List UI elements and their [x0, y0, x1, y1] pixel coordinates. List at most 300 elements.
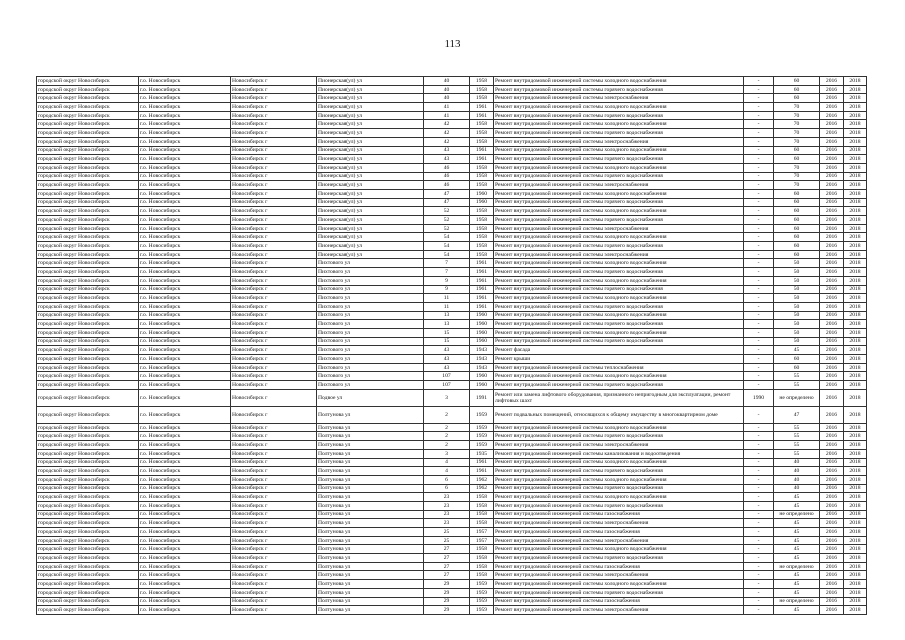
build-year-cell: 1943: [470, 346, 494, 355]
wear-percent-cell: 45: [774, 545, 820, 554]
wear-percent-cell: 60: [774, 363, 820, 372]
table-row: [37, 449, 867, 458]
municipality-cell: городской округ Новосибирск: [37, 320, 139, 329]
street-cell: Полтунова ул: [317, 545, 424, 554]
wear-percent-cell: 50: [774, 276, 820, 285]
table-row: [37, 328, 867, 337]
district-cell: г.о. Новосибирск: [139, 224, 231, 233]
municipality-cell: городской округ Новосибирск: [37, 294, 139, 303]
work-type-cell: Ремонт внутридомовой инженерной системы электроснабжения: [494, 181, 744, 190]
last-repair-year-cell: -: [744, 181, 774, 190]
municipality-cell: городской округ Новосибирск: [37, 588, 139, 597]
house-number-cell: 40: [424, 77, 470, 86]
wear-percent-cell: 55: [774, 449, 820, 458]
wear-percent-cell: 55: [774, 372, 820, 381]
build-year-cell: 1958: [470, 216, 494, 225]
street-cell: Пионерская(ул) ул: [317, 189, 424, 198]
repair-register-table: [36, 76, 867, 615]
city-cell: Новосибирск г: [231, 250, 317, 259]
city-cell: Новосибирск г: [231, 337, 317, 346]
city-cell: Новосибирск г: [231, 536, 317, 545]
table-row: [37, 103, 867, 112]
district-cell: г.о. Новосибирск: [139, 155, 231, 164]
street-cell: Пихтового ул: [317, 381, 424, 390]
work-type-cell: Ремонт внутридомовой инженерной системы горячего водоснабжения: [494, 554, 744, 563]
table-row: [37, 276, 867, 285]
last-repair-year-cell: -: [744, 484, 774, 493]
plan-end-year-cell: 2018: [844, 285, 867, 294]
last-repair-year-cell: -: [744, 294, 774, 303]
wear-percent-cell: 45: [774, 606, 820, 615]
wear-percent-cell: 45: [774, 588, 820, 597]
wear-percent-cell: 70: [774, 181, 820, 190]
table-body: [37, 77, 867, 615]
city-cell: Новосибирск г: [231, 294, 317, 303]
city-cell: Новосибирск г: [231, 285, 317, 294]
city-cell: Новосибирск г: [231, 346, 317, 355]
wear-percent-cell: 45: [774, 519, 820, 528]
wear-percent-cell: 55: [774, 441, 820, 450]
wear-percent-cell: 70: [774, 163, 820, 172]
city-cell: Новосибирск г: [231, 372, 317, 381]
work-type-cell: Ремонт внутридомовой инженерной системы горячего водоснабжения: [494, 432, 744, 441]
city-cell: Новосибирск г: [231, 233, 317, 242]
district-cell: г.о. Новосибирск: [139, 198, 231, 207]
work-type-cell: Ремонт внутридомовой инженерной системы горячего водоснабжения: [494, 198, 744, 207]
build-year-cell: 1957: [470, 536, 494, 545]
district-cell: г.о. Новосибирск: [139, 120, 231, 129]
house-number-cell: 2: [424, 406, 470, 423]
wear-percent-cell: 60: [774, 233, 820, 242]
plan-start-year-cell: 2016: [820, 198, 844, 207]
district-cell: г.о. Новосибирск: [139, 77, 231, 86]
house-number-cell: 54: [424, 242, 470, 251]
district-cell: г.о. Новосибирск: [139, 372, 231, 381]
municipality-cell: городской округ Новосибирск: [37, 250, 139, 259]
plan-end-year-cell: 2018: [844, 355, 867, 364]
city-cell: Новосибирск г: [231, 111, 317, 120]
wear-percent-cell: 60: [774, 198, 820, 207]
build-year-cell: 1961: [470, 467, 494, 476]
table-row: [37, 155, 867, 164]
district-cell: г.о. Новосибирск: [139, 103, 231, 112]
house-number-cell: 2: [424, 423, 470, 432]
last-repair-year-cell: -: [744, 163, 774, 172]
table-row: [37, 606, 867, 615]
work-type-cell: Ремонт внутридомовой инженерной системы горячего водоснабжения: [494, 337, 744, 346]
plan-start-year-cell: 2016: [820, 302, 844, 311]
build-year-cell: 1959: [470, 441, 494, 450]
house-number-cell: 13: [424, 311, 470, 320]
work-type-cell: Ремонт внутридомовой инженерной системы холодного водоснабжения: [494, 259, 744, 268]
work-type-cell: Ремонт внутридомовой инженерной системы холодного водоснабжения: [494, 189, 744, 198]
plan-end-year-cell: 2018: [844, 276, 867, 285]
plan-end-year-cell: 2018: [844, 458, 867, 467]
street-cell: Полтунова ул: [317, 606, 424, 615]
city-cell: Новосибирск г: [231, 475, 317, 484]
work-type-cell: Ремонт внутридомовой инженерной системы горячего водоснабжения: [494, 484, 744, 493]
plan-start-year-cell: 2016: [820, 155, 844, 164]
plan-end-year-cell: 2018: [844, 77, 867, 86]
plan-end-year-cell: 2018: [844, 163, 867, 172]
work-type-cell: Ремонт внутридомовой инженерной системы холодного водоснабжения: [494, 545, 744, 554]
street-cell: Пихтового ул: [317, 328, 424, 337]
plan-end-year-cell: 2018: [844, 294, 867, 303]
municipality-cell: городской округ Новосибирск: [37, 198, 139, 207]
work-type-cell: Ремонт внутридомовой инженерной системы холодного водоснабжения: [494, 103, 744, 112]
city-cell: Новосибирск г: [231, 328, 317, 337]
plan-start-year-cell: 2016: [820, 372, 844, 381]
wear-percent-cell: 55: [774, 381, 820, 390]
district-cell: г.о. Новосибирск: [139, 355, 231, 364]
last-repair-year-cell: -: [744, 216, 774, 225]
house-number-cell: 40: [424, 94, 470, 103]
municipality-cell: городской округ Новосибирск: [37, 562, 139, 571]
last-repair-year-cell: -: [744, 268, 774, 277]
build-year-cell: 1960: [470, 320, 494, 329]
work-type-cell: Ремонт внутридомовой инженерной системы электроснабжения: [494, 536, 744, 545]
municipality-cell: городской округ Новосибирск: [37, 519, 139, 528]
last-repair-year-cell: -: [744, 77, 774, 86]
plan-start-year-cell: 2016: [820, 597, 844, 606]
street-cell: Пихтового ул: [317, 320, 424, 329]
city-cell: Новосибирск г: [231, 528, 317, 537]
municipality-cell: городской округ Новосибирск: [37, 129, 139, 138]
work-type-cell: Ремонт или замена лифтового оборудования, признанного непригодным для эксплуатации, ремонт лифтовых шахт: [494, 389, 744, 406]
street-cell: Полтунова ул: [317, 536, 424, 545]
table-row: [37, 467, 867, 476]
house-number-cell: 29: [424, 606, 470, 615]
build-year-cell: 1960: [470, 328, 494, 337]
build-year-cell: 1958: [470, 85, 494, 94]
table-row: [37, 302, 867, 311]
table-row: [37, 320, 867, 329]
municipality-cell: городской округ Новосибирск: [37, 458, 139, 467]
municipality-cell: городской округ Новосибирск: [37, 233, 139, 242]
plan-end-year-cell: 2018: [844, 94, 867, 103]
district-cell: г.о. Новосибирск: [139, 320, 231, 329]
house-number-cell: 40: [424, 85, 470, 94]
plan-end-year-cell: 2018: [844, 181, 867, 190]
table-row: [37, 172, 867, 181]
district-cell: г.о. Новосибирск: [139, 163, 231, 172]
work-type-cell: Ремонт внутридомовой инженерной системы холодного водоснабжения: [494, 120, 744, 129]
table-row: [37, 484, 867, 493]
street-cell: Пихтового ул: [317, 311, 424, 320]
municipality-cell: городской округ Новосибирск: [37, 501, 139, 510]
district-cell: г.о. Новосибирск: [139, 181, 231, 190]
build-year-cell: 1958: [470, 242, 494, 251]
work-type-cell: Ремонт внутридомовой инженерной системы холодного водоснабжения: [494, 493, 744, 502]
work-type-cell: Ремонт внутридомовой инженерной системы газоснабжения: [494, 562, 744, 571]
build-year-cell: 1961: [470, 111, 494, 120]
plan-start-year-cell: 2016: [820, 259, 844, 268]
plan-end-year-cell: 2018: [844, 268, 867, 277]
municipality-cell: городской округ Новосибирск: [37, 276, 139, 285]
wear-percent-cell: 60: [774, 216, 820, 225]
district-cell: г.о. Новосибирск: [139, 423, 231, 432]
house-number-cell: 107: [424, 372, 470, 381]
plan-end-year-cell: 2018: [844, 554, 867, 563]
district-cell: г.о. Новосибирск: [139, 528, 231, 537]
street-cell: Пионерская(ул) ул: [317, 163, 424, 172]
municipality-cell: городской округ Новосибирск: [37, 372, 139, 381]
street-cell: Пихтового ул: [317, 346, 424, 355]
district-cell: г.о. Новосибирск: [139, 501, 231, 510]
last-repair-year-cell: -: [744, 580, 774, 589]
plan-end-year-cell: 2018: [844, 146, 867, 155]
district-cell: г.о. Новосибирск: [139, 389, 231, 406]
house-number-cell: 11: [424, 294, 470, 303]
plan-end-year-cell: 2018: [844, 381, 867, 390]
city-cell: Новосибирск г: [231, 389, 317, 406]
last-repair-year-cell: -: [744, 528, 774, 537]
street-cell: Полтунова ул: [317, 484, 424, 493]
last-repair-year-cell: -: [744, 320, 774, 329]
municipality-cell: городской округ Новосибирск: [37, 103, 139, 112]
house-number-cell: 23: [424, 501, 470, 510]
plan-end-year-cell: 2018: [844, 372, 867, 381]
municipality-cell: городской округ Новосибирск: [37, 146, 139, 155]
work-type-cell: Ремонт внутридомовой инженерной системы холодного водоснабжения: [494, 233, 744, 242]
street-cell: Полтунова ул: [317, 528, 424, 537]
last-repair-year-cell: -: [744, 337, 774, 346]
district-cell: г.о. Новосибирск: [139, 189, 231, 198]
city-cell: Новосибирск г: [231, 207, 317, 216]
district-cell: г.о. Новосибирск: [139, 458, 231, 467]
plan-end-year-cell: 2018: [844, 449, 867, 458]
plan-start-year-cell: 2016: [820, 320, 844, 329]
street-cell: Пионерская(ул) ул: [317, 155, 424, 164]
work-type-cell: Ремонт внутридомовой инженерной системы холодного водоснабжения: [494, 423, 744, 432]
wear-percent-cell: 70: [774, 111, 820, 120]
wear-percent-cell: 50: [774, 311, 820, 320]
build-year-cell: 1958: [470, 224, 494, 233]
city-cell: Новосибирск г: [231, 129, 317, 138]
wear-percent-cell: 45: [774, 536, 820, 545]
wear-percent-cell: 45: [774, 571, 820, 580]
plan-start-year-cell: 2016: [820, 484, 844, 493]
street-cell: Полтунова ул: [317, 571, 424, 580]
build-year-cell: 1960: [470, 381, 494, 390]
last-repair-year-cell: -: [744, 554, 774, 563]
wear-percent-cell: 50: [774, 294, 820, 303]
municipality-cell: городской округ Новосибирск: [37, 181, 139, 190]
last-repair-year-cell: -: [744, 545, 774, 554]
municipality-cell: городской округ Новосибирск: [37, 302, 139, 311]
house-number-cell: 9: [424, 276, 470, 285]
plan-start-year-cell: 2016: [820, 381, 844, 390]
build-year-cell: 1961: [470, 302, 494, 311]
plan-start-year-cell: 2016: [820, 432, 844, 441]
plan-end-year-cell: 2018: [844, 207, 867, 216]
house-number-cell: 11: [424, 302, 470, 311]
house-number-cell: 7: [424, 268, 470, 277]
street-cell: Пионерская(ул) ул: [317, 250, 424, 259]
plan-end-year-cell: 2018: [844, 189, 867, 198]
municipality-cell: городской округ Новосибирск: [37, 207, 139, 216]
table-row: [37, 528, 867, 537]
table-row: [37, 294, 867, 303]
district-cell: г.о. Новосибирск: [139, 311, 231, 320]
wear-percent-cell: 60: [774, 242, 820, 251]
district-cell: г.о. Новосибирск: [139, 562, 231, 571]
table-row: [37, 389, 867, 406]
street-cell: Полтунова ул: [317, 588, 424, 597]
wear-percent-cell: 50: [774, 285, 820, 294]
work-type-cell: Ремонт внутридомовой инженерной системы электроснабжения: [494, 224, 744, 233]
build-year-cell: 1935: [470, 449, 494, 458]
page-number: 113: [444, 38, 461, 50]
build-year-cell: 1961: [470, 276, 494, 285]
plan-start-year-cell: 2016: [820, 423, 844, 432]
table-row: [37, 216, 867, 225]
district-cell: г.о. Новосибирск: [139, 346, 231, 355]
plan-end-year-cell: 2018: [844, 562, 867, 571]
work-type-cell: Ремонт внутридомовой инженерной системы горячего водоснабжения: [494, 302, 744, 311]
build-year-cell: 1958: [470, 94, 494, 103]
plan-end-year-cell: 2018: [844, 363, 867, 372]
plan-start-year-cell: 2016: [820, 467, 844, 476]
work-type-cell: Ремонт внутридомовой инженерной системы холодного водоснабжения: [494, 77, 744, 86]
municipality-cell: городской округ Новосибирск: [37, 224, 139, 233]
plan-end-year-cell: 2018: [844, 571, 867, 580]
work-type-cell: Ремонт фасада: [494, 346, 744, 355]
table-row: [37, 519, 867, 528]
plan-end-year-cell: 2018: [844, 528, 867, 537]
build-year-cell: 1959: [470, 406, 494, 423]
street-cell: Пихтового ул: [317, 372, 424, 381]
last-repair-year-cell: -: [744, 250, 774, 259]
plan-end-year-cell: 2018: [844, 155, 867, 164]
plan-end-year-cell: 2018: [844, 302, 867, 311]
wear-percent-cell: 45: [774, 493, 820, 502]
city-cell: Новосибирск г: [231, 467, 317, 476]
table-row: [37, 268, 867, 277]
table-row: [37, 111, 867, 120]
wear-percent-cell: 40: [774, 484, 820, 493]
work-type-cell: Ремонт внутридомовой инженерной системы горячего водоснабжения: [494, 155, 744, 164]
municipality-cell: городской округ Новосибирск: [37, 137, 139, 146]
last-repair-year-cell: -: [744, 94, 774, 103]
city-cell: Новосибирск г: [231, 172, 317, 181]
plan-start-year-cell: 2016: [820, 458, 844, 467]
wear-percent-cell: 60: [774, 250, 820, 259]
plan-end-year-cell: 2018: [844, 432, 867, 441]
city-cell: Новосибирск г: [231, 493, 317, 502]
build-year-cell: 1961: [470, 103, 494, 112]
street-cell: Подвое ул: [317, 389, 424, 406]
last-repair-year-cell: -: [744, 103, 774, 112]
last-repair-year-cell: -: [744, 111, 774, 120]
wear-percent-cell: 70: [774, 172, 820, 181]
wear-percent-cell: не определено: [774, 597, 820, 606]
plan-start-year-cell: 2016: [820, 545, 844, 554]
municipality-cell: городской округ Новосибирск: [37, 536, 139, 545]
street-cell: Пионерская(ул) ул: [317, 181, 424, 190]
work-type-cell: Ремонт внутридомовой инженерной системы холодного водоснабжения: [494, 475, 744, 484]
build-year-cell: 1959: [470, 588, 494, 597]
table-row: [37, 94, 867, 103]
house-number-cell: 13: [424, 320, 470, 329]
build-year-cell: 1958: [470, 233, 494, 242]
wear-percent-cell: 50: [774, 259, 820, 268]
plan-end-year-cell: 2018: [844, 216, 867, 225]
last-repair-year-cell: -: [744, 233, 774, 242]
district-cell: г.о. Новосибирск: [139, 493, 231, 502]
municipality-cell: городской округ Новосибирск: [37, 120, 139, 129]
plan-start-year-cell: 2016: [820, 519, 844, 528]
wear-percent-cell: 55: [774, 432, 820, 441]
district-cell: г.о. Новосибирск: [139, 588, 231, 597]
plan-end-year-cell: 2018: [844, 606, 867, 615]
plan-start-year-cell: 2016: [820, 588, 844, 597]
work-type-cell: Ремонт внутридомовой инженерной системы электроснабжения: [494, 137, 744, 146]
city-cell: Новосибирск г: [231, 510, 317, 519]
municipality-cell: городской округ Новосибирск: [37, 163, 139, 172]
plan-start-year-cell: 2016: [820, 111, 844, 120]
city-cell: Новосибирск г: [231, 501, 317, 510]
build-year-cell: 1958: [470, 519, 494, 528]
table-row: [37, 372, 867, 381]
district-cell: г.о. Новосибирск: [139, 137, 231, 146]
street-cell: Пионерская(ул) ул: [317, 120, 424, 129]
municipality-cell: городской округ Новосибирск: [37, 355, 139, 364]
street-cell: Пионерская(ул) ул: [317, 85, 424, 94]
work-type-cell: Ремонт внутридомовой инженерной системы горячего водоснабжения: [494, 172, 744, 181]
municipality-cell: городской округ Новосибирск: [37, 189, 139, 198]
house-number-cell: 3: [424, 389, 470, 406]
build-year-cell: 1957: [470, 528, 494, 537]
house-number-cell: 23: [424, 493, 470, 502]
last-repair-year-cell: -: [744, 406, 774, 423]
plan-start-year-cell: 2016: [820, 224, 844, 233]
plan-end-year-cell: 2018: [844, 103, 867, 112]
build-year-cell: 1943: [470, 355, 494, 364]
table-row: [37, 129, 867, 138]
last-repair-year-cell: -: [744, 363, 774, 372]
house-number-cell: 41: [424, 103, 470, 112]
city-cell: Новосибирск г: [231, 588, 317, 597]
house-number-cell: 52: [424, 224, 470, 233]
city-cell: Новосибирск г: [231, 259, 317, 268]
plan-start-year-cell: 2016: [820, 536, 844, 545]
plan-end-year-cell: 2018: [844, 519, 867, 528]
last-repair-year-cell: -: [744, 207, 774, 216]
table-row: [37, 250, 867, 259]
plan-start-year-cell: 2016: [820, 449, 844, 458]
municipality-cell: городской округ Новосибирск: [37, 580, 139, 589]
last-repair-year-cell: -: [744, 606, 774, 615]
table-row: [37, 85, 867, 94]
last-repair-year-cell: -: [744, 372, 774, 381]
table-row: [37, 475, 867, 484]
street-cell: Полтунова ул: [317, 493, 424, 502]
district-cell: г.о. Новосибирск: [139, 519, 231, 528]
house-number-cell: 23: [424, 510, 470, 519]
plan-start-year-cell: 2016: [820, 337, 844, 346]
street-cell: Пионерская(ул) ул: [317, 224, 424, 233]
table-row: [37, 501, 867, 510]
plan-end-year-cell: 2018: [844, 111, 867, 120]
plan-start-year-cell: 2016: [820, 346, 844, 355]
house-number-cell: 52: [424, 216, 470, 225]
municipality-cell: городской округ Новосибирск: [37, 242, 139, 251]
wear-percent-cell: 40: [774, 458, 820, 467]
table-row: [37, 381, 867, 390]
last-repair-year-cell: -: [744, 172, 774, 181]
plan-start-year-cell: 2016: [820, 562, 844, 571]
